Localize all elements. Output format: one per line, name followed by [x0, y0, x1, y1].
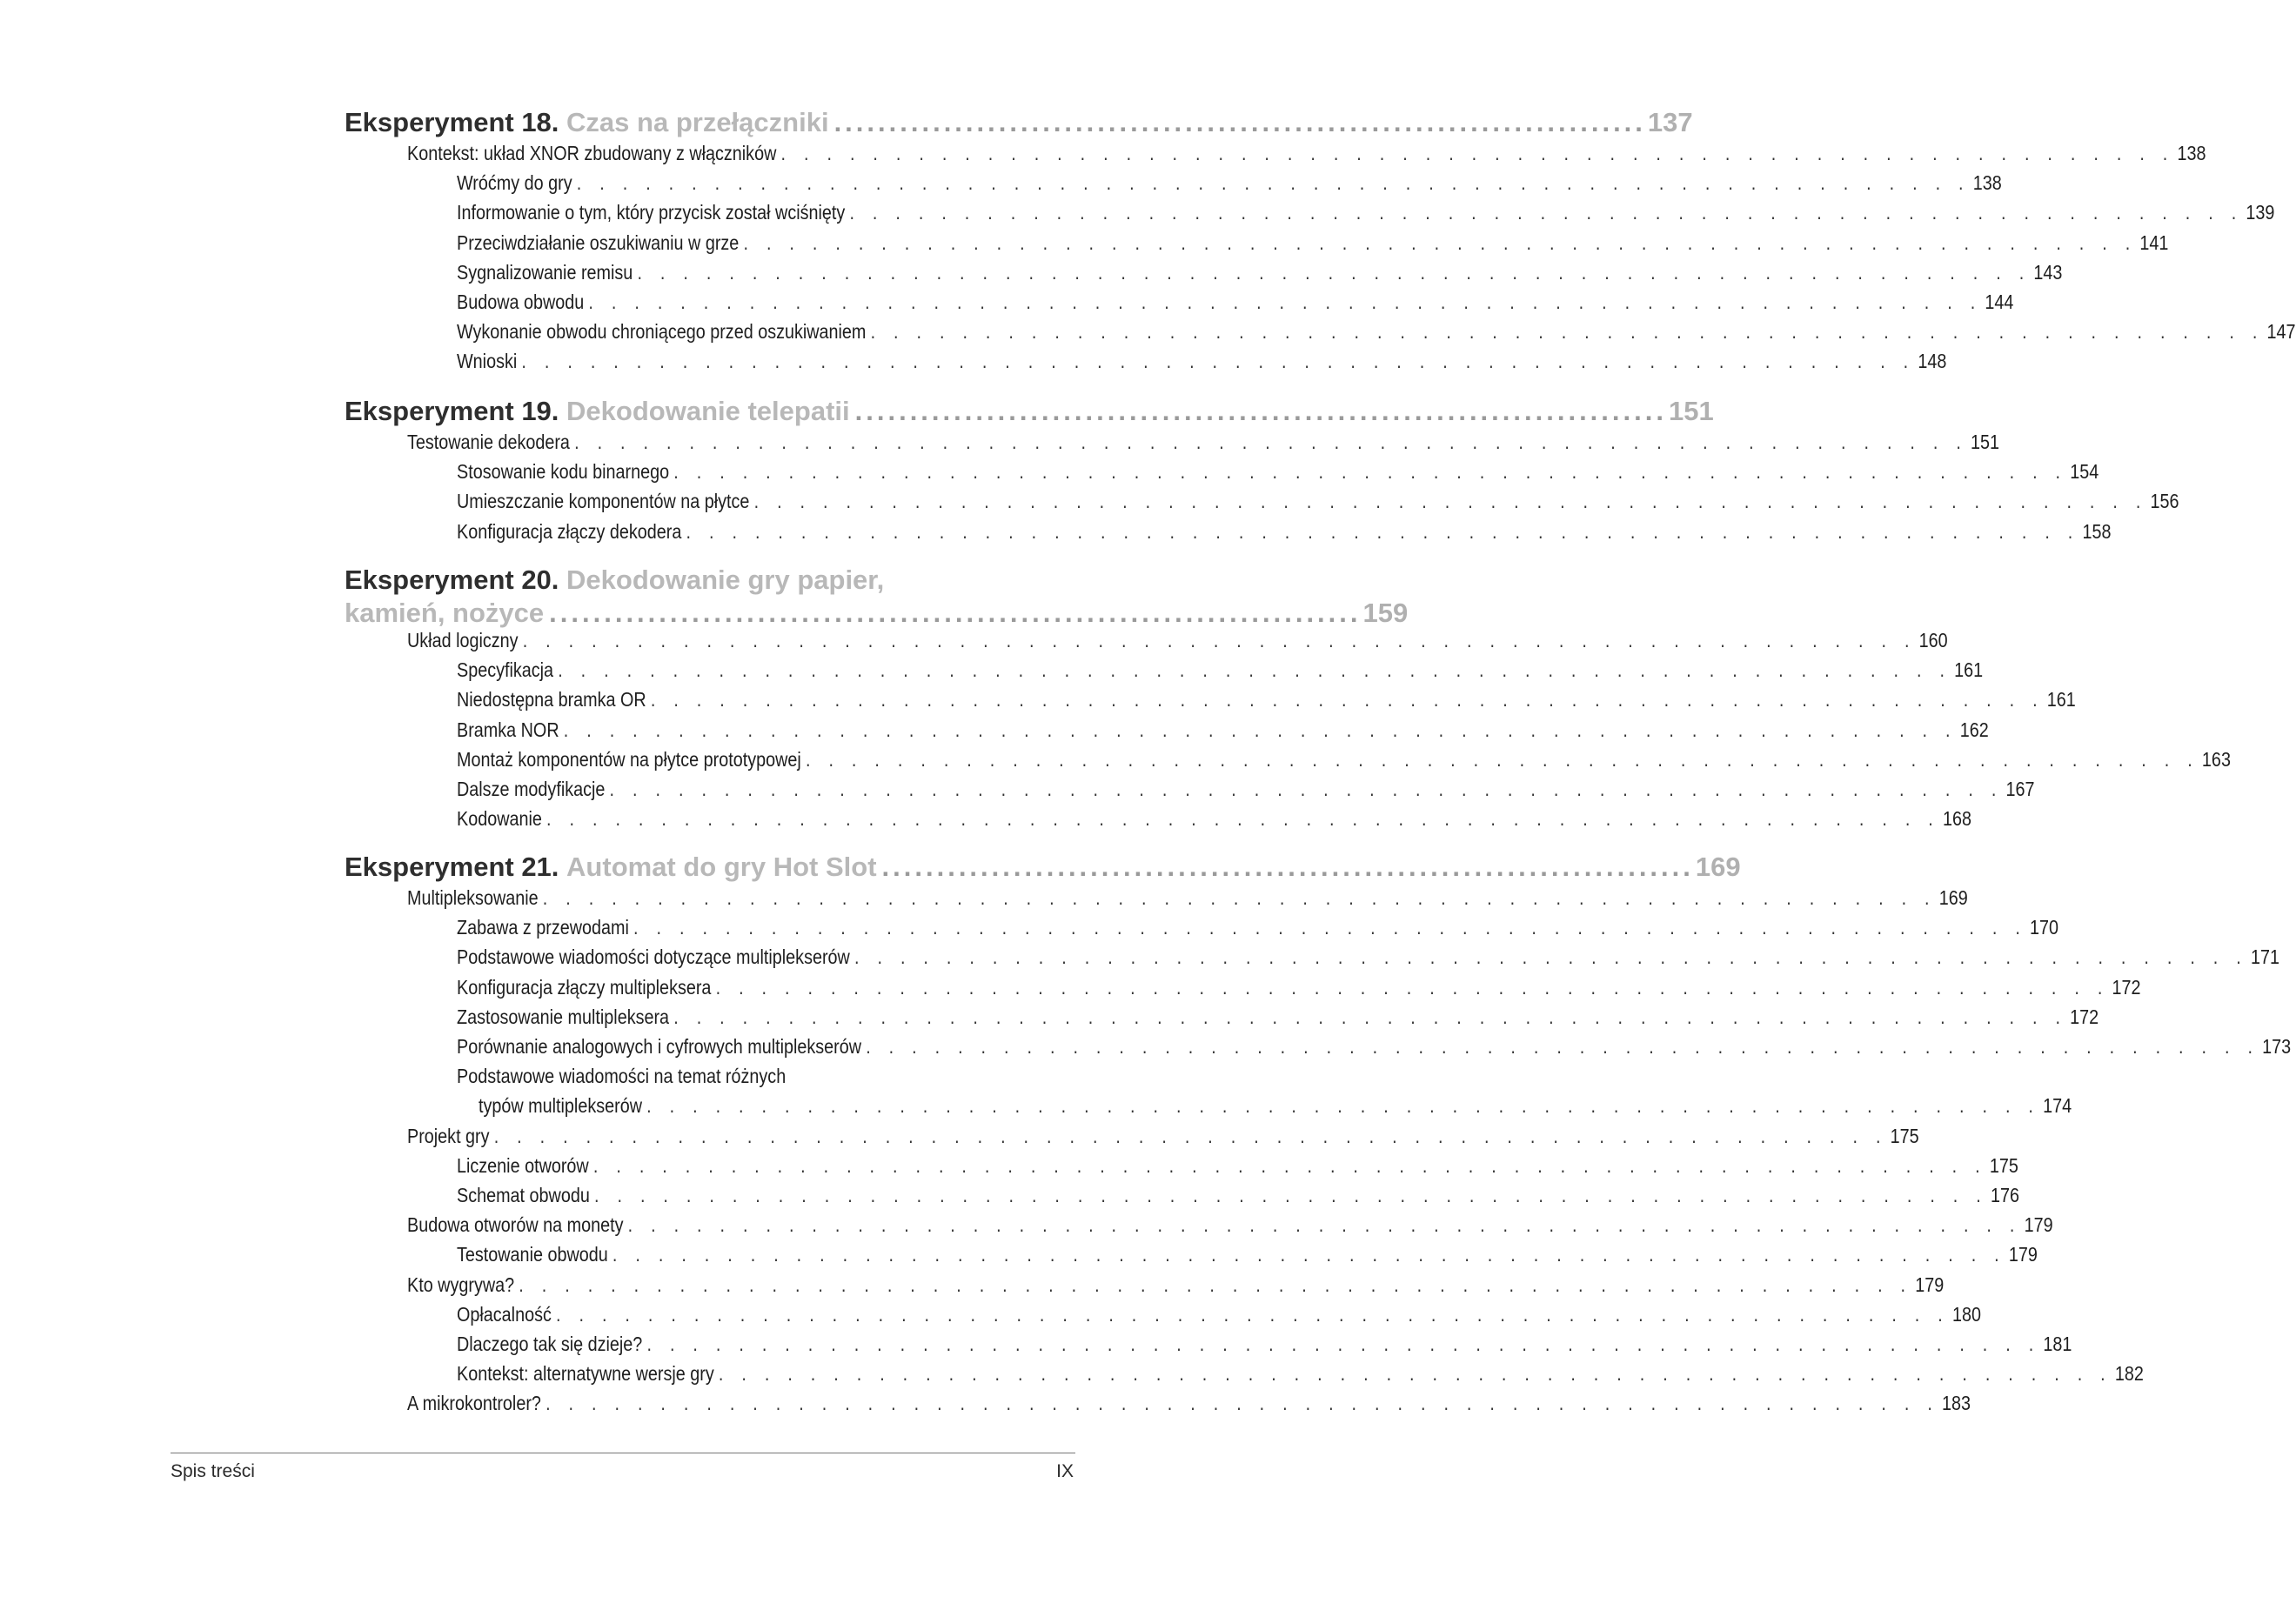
toc-entry-page-number: 163 — [2201, 747, 2231, 771]
chapter-title: Czas na przełączniki — [566, 107, 829, 137]
toc-entry-title: typów multiplekserów — [479, 1094, 642, 1118]
toc-entry-page-number: 143 — [2033, 260, 2063, 284]
chapter-page-number: 151 — [1668, 396, 1714, 426]
toc-entry-title: Umieszczanie komponentów na płytce — [457, 490, 750, 513]
toc-entry-page-number: 144 — [1985, 291, 2014, 313]
toc-entry-title: Wróćmy do gry — [457, 171, 572, 195]
toc-entry-page-number: 160 — [1918, 629, 1948, 651]
toc-entry-title: Dalsze modyfikacje — [457, 778, 606, 800]
dot-leader: . . . . . . . . . . . . . . . . . . . . . . . . . . . . . . . . . . . . . . . . . . . . . . . . . . . . . . . . . . . . . — [753, 490, 2148, 513]
toc-entry-title: Opłacalność — [457, 1302, 552, 1326]
dot-leader: . . . . . . . . . . . . . . . . . . . . . . . . . . . . . . . . . . . . . . . . . . . . . . . . . . . . . . . . . . . . . — [521, 350, 1915, 373]
toc-entry[interactable] — [457, 718, 1989, 742]
toc-entry-page-number: 179 — [1915, 1273, 1945, 1296]
dot-leader: .......................................................................... — [833, 107, 1646, 137]
toc-entry[interactable] — [407, 430, 2000, 454]
toc-entry-page-number: 183 — [1942, 1392, 1971, 1415]
toc-entry-page-number: 175 — [1989, 1153, 2018, 1177]
toc-entry-page-number: 156 — [2150, 490, 2179, 513]
toc-entry-page-number: 175 — [1890, 1124, 1919, 1147]
footer-page-number: IX — [1056, 1461, 1074, 1481]
toc-entry-title: Budowa otworów na monety — [407, 1213, 624, 1237]
dot-leader: . . . . . . . . . . . . . . . . . . . . . . . . . . . . . . . . . . . . . . . . . . . . . . . . . . . . . . . . . . . . . — [588, 291, 1982, 313]
toc-entry[interactable] — [407, 1391, 1971, 1415]
dot-leader: .......................................................................... — [549, 598, 1362, 628]
dot-leader: . . . . . . . . . . . . . . . . . . . . . . . . . . . . . . . . . . . . . . . . . . . . . . . . . . . . . . . . . . . . . — [574, 431, 1968, 453]
toc-entry[interactable] — [457, 1005, 2099, 1029]
toc-entry-title: Specyfikacja — [457, 658, 554, 682]
toc-entry[interactable] — [457, 319, 2296, 344]
toc-entry-title: Zastosowanie multipleksera — [457, 1005, 670, 1028]
toc-entry[interactable] — [457, 260, 2063, 284]
dot-leader: . . . . . . . . . . . . . . . . . . . . . . . . . . . . . . . . . . . . . . . . . . . . . . . . . . . . . . . . . . . . . — [542, 886, 1937, 909]
toc-entry[interactable] — [457, 349, 1947, 373]
dot-leader: . . . . . . . . . . . . . . . . . . . . . . . . . . . . . . . . . . . . . . . . . . . . . . . . . . . . . . . . . . . . . — [576, 171, 1971, 195]
toc-entry-page-number: 151 — [1971, 431, 2000, 453]
dot-leader: . . . . . . . . . . . . . . . . . . . . . . . . . . . . . . . . . . . . . . . . . . . . . . . . . . . . . . . . . . . . . — [686, 519, 2080, 543]
toc-entry[interactable] — [457, 1153, 2018, 1178]
chapter-title: Automat do gry Hot Slot — [566, 852, 877, 882]
toc-entry-page-number: 170 — [2030, 916, 2059, 939]
toc-entry[interactable] — [457, 200, 2275, 224]
toc-entry-page-number: 179 — [2008, 1243, 2038, 1266]
toc-entry-title: Przeciwdziałanie oszukiwaniu w grze — [457, 230, 740, 254]
dot-leader: . . . . . . . . . . . . . . . . . . . . . . . . . . . . . . . . . . . . . . . . . . . . . . . . . . . . . . . . . . . . . — [558, 658, 1951, 682]
toc-entry[interactable] — [407, 628, 1948, 652]
toc-entry[interactable] — [457, 230, 2169, 255]
toc-entry-page-number: 181 — [2043, 1333, 2072, 1355]
toc-entry[interactable] — [407, 885, 1968, 910]
toc-entry-title: Testowanie dekodera — [407, 431, 570, 453]
toc-entry[interactable] — [457, 1332, 2072, 1356]
chapter-heading[interactable] — [345, 564, 1409, 630]
toc-entry[interactable] — [407, 1124, 1919, 1148]
toc-entry[interactable] — [407, 1213, 2053, 1237]
toc-entry-title: Wnioski — [457, 350, 518, 373]
toc-entry[interactable] — [407, 1273, 1945, 1297]
toc-entry[interactable] — [457, 658, 1984, 682]
toc-entry-page-number: 167 — [2005, 778, 2035, 800]
toc-entry-page-number: 138 — [1972, 171, 2002, 195]
dot-leader: . . . . . . . . . . . . . . . . . . . . . . . . . . . . . . . . . . . . . . . . . . . . . . . . . . . . . . . . . . . . . — [633, 916, 2027, 939]
toc-entry-title: Podstawowe wiadomości dotyczące multiplekserów — [457, 945, 850, 969]
toc-entry[interactable] — [457, 687, 2076, 711]
dot-leader: .......................................................................... — [854, 396, 1667, 426]
toc-entry-page-number: 147 — [2266, 320, 2296, 344]
toc-entry-page-number: 180 — [1951, 1302, 1981, 1326]
toc-entry-page-number: 141 — [2139, 230, 2169, 254]
dot-leader: . . . . . . . . . . . . . . . . . . . . . . . . . . . . . . . . . . . . . . . . . . . . . . . . . . . . . . . . . . . . . — [715, 975, 2110, 999]
chapter-heading-line — [345, 564, 1074, 597]
dot-leader: . . . . . . . . . . . . . . . . . . . . . . . . . . . . . . . . . . . . . . . . . . . . . . . . . . . . . . . . . . . . . — [849, 201, 2243, 224]
toc-entry-title: Bramka NOR — [457, 718, 559, 741]
toc-entry[interactable] — [457, 1064, 1074, 1088]
toc-entry-title: Testowanie obwodu — [457, 1243, 608, 1266]
toc-entry-page-number: 171 — [2250, 945, 2279, 969]
dot-leader: . . . . . . . . . . . . . . . . . . . . . . . . . . . . . . . . . . . . . . . . . . . . . . . . . . . . . . . . . . . . . — [673, 460, 2067, 484]
toc-entry-page-number: 154 — [2070, 460, 2099, 484]
toc-entry-page-number: 162 — [1959, 718, 1989, 741]
toc-entry[interactable] — [407, 141, 2206, 165]
toc-entry-page-number: 172 — [2112, 975, 2141, 999]
chapter-heading-line — [345, 395, 1714, 428]
dot-leader: . . . . . . . . . . . . . . . . . . . . . . . . . . . . . . . . . . . . . . . . . . . . . . . . . . . . . . . . . . . . . — [594, 1184, 1988, 1206]
dot-leader: . . . . . . . . . . . . . . . . . . . . . . . . . . . . . . . . . . . . . . . . . . . . . . . . . . . . . . . . . . . . . — [522, 629, 1917, 651]
toc-entry[interactable] — [457, 489, 2179, 513]
chapter-heading-line — [345, 597, 1409, 630]
toc-entry-title: A mikrokontroler? — [407, 1392, 541, 1415]
chapter-heading[interactable] — [345, 395, 1714, 428]
toc-entry[interactable] — [457, 945, 2279, 969]
toc-entry[interactable] — [457, 1361, 2144, 1386]
dot-leader: . . . . . . . . . . . . . . . . . . . . . . . . . . . . . . . . . . . . . . . . . . . . . . . . . . . . . . . . . . . . . — [780, 142, 2175, 164]
dot-leader: . . . . . . . . . . . . . . . . . . . . . . . . . . . . . . . . . . . . . . . . . . . . . . . . . . . . . . . . . . . . . — [609, 778, 2004, 800]
chapter-number: Eksperyment 21. — [345, 852, 559, 882]
toc-entry-page-number: 172 — [2070, 1005, 2099, 1028]
chapter-title: kamień, nożyce — [345, 598, 545, 628]
dot-leader: . . . . . . . . . . . . . . . . . . . . . . . . . . . . . . . . . . . . . . . . . . . . . . . . . . . . . . . . . . . . . — [592, 1153, 1987, 1177]
toc-entry[interactable] — [457, 519, 2112, 544]
dot-leader: . . . . . . . . . . . . . . . . . . . . . . . . . . . . . . . . . . . . . . . . . . . . . . . . . . . . . . . . . . . . . — [637, 260, 2031, 284]
dot-leader: . . . . . . . . . . . . . . . . . . . . . . . . . . . . . . . . . . . . . . . . . . . . . . . . . . . . . . . . . . . . . — [870, 320, 2265, 344]
toc-entry[interactable] — [457, 1183, 2019, 1207]
toc-entry-title: Kontekst: układ XNOR zbudowany z włączników — [407, 142, 777, 164]
chapter-page-number: 169 — [1695, 852, 1741, 882]
dot-leader: . . . . . . . . . . . . . . . . . . . . . . . . . . . . . . . . . . . . . . . . . . . . . . . . . . . . . . . . . . . . . — [854, 945, 2248, 969]
toc-entry-title: Stosowanie kodu binarnego — [457, 460, 670, 484]
toc-entry-page-number: 138 — [2177, 142, 2206, 164]
dot-leader: . . . . . . . . . . . . . . . . . . . . . . . . . . . . . . . . . . . . . . . . . . . . . . . . . . . . . . . . . . . . . — [546, 807, 1940, 831]
dot-leader: . . . . . . . . . . . . . . . . . . . . . . . . . . . . . . . . . . . . . . . . . . . . . . . . . . . . . . . . . . . . . — [650, 688, 2045, 711]
toc-entry[interactable] — [457, 290, 2014, 314]
dot-leader: . . . . . . . . . . . . . . . . . . . . . . . . . . . . . . . . . . . . . . . . . . . . . . . . . . . . . . . . . . . . . — [866, 1035, 2259, 1058]
toc-entry[interactable] — [457, 1302, 1981, 1326]
toc-entry-title: Informowanie o tym, który przycisk został wciśnięty — [457, 201, 846, 224]
toc-entry-page-number: 182 — [2114, 1362, 2144, 1386]
chapter-number: Eksperyment 20. — [345, 565, 559, 595]
toc-entry[interactable] — [457, 975, 2141, 999]
toc-entry-title: Kontekst: alternatywne wersje gry — [457, 1362, 714, 1386]
chapter-page-number: 137 — [1647, 107, 1693, 137]
dot-leader: . . . . . . . . . . . . . . . . . . . . . . . . . . . . . . . . . . . . . . . . . . . . . . . . . . . . . . . . . . . . . — [546, 1392, 1939, 1415]
dot-leader: . . . . . . . . . . . . . . . . . . . . . . . . . . . . . . . . . . . . . . . . . . . . . . . . . . . . . . . . . . . . . — [718, 1362, 2112, 1386]
toc-entry-page-number: 161 — [1954, 658, 1984, 682]
toc-entry-page-number: 148 — [1918, 350, 1947, 373]
chapter-heading[interactable] — [345, 851, 1741, 884]
toc-entry-title: Konfiguracja złączy multipleksera — [457, 975, 712, 999]
chapter-heading[interactable] — [345, 106, 1693, 139]
toc-entry[interactable] — [479, 1093, 2072, 1118]
toc-entry-title: Budowa obwodu — [457, 291, 585, 313]
toc-entry[interactable] — [457, 915, 2059, 939]
dot-leader: .......................................................................... — [881, 852, 1694, 882]
chapter-number: Eksperyment 19. — [345, 396, 559, 426]
chapter-page-number: 159 — [1362, 598, 1409, 628]
dot-leader: . . . . . . . . . . . . . . . . . . . . . . . . . . . . . . . . . . . . . . . . . . . . . . . . . . . . . . . . . . . . . — [563, 718, 1958, 741]
dot-leader: . . . . . . . . . . . . . . . . . . . . . . . . . . . . . . . . . . . . . . . . . . . . . . . . . . . . . . . . . . . . . — [646, 1333, 2040, 1355]
toc-entry-page-number: 168 — [1942, 807, 1971, 831]
toc-entry-title: Zabawa z przewodami — [457, 916, 629, 939]
toc-entry-title: Konfiguracja złączy dekodera — [457, 519, 682, 543]
toc-entry-title: Sygnalizowanie remisu — [457, 260, 633, 284]
toc-entry-page-number: 179 — [2024, 1213, 2053, 1237]
toc-entry[interactable] — [457, 459, 2099, 484]
toc-entry-page-number: 169 — [1938, 886, 1968, 909]
dot-leader: . . . . . . . . . . . . . . . . . . . . . . . . . . . . . . . . . . . . . . . . . . . . . . . . . . . . . . . . . . . . . — [556, 1302, 1950, 1326]
chapter-heading-line — [345, 106, 1693, 139]
dot-leader: . . . . . . . . . . . . . . . . . . . . . . . . . . . . . . . . . . . . . . . . . . . . . . . . . . . . . . . . . . . . . — [612, 1243, 2006, 1266]
dot-leader: . . . . . . . . . . . . . . . . . . . . . . . . . . . . . . . . . . . . . . . . . . . . . . . . . . . . . . . . . . . . . — [646, 1094, 2040, 1118]
toc-entry[interactable] — [457, 806, 1971, 831]
toc-entry-title: Montaż komponentów na płytce prototypowej — [457, 747, 801, 771]
chapter-title: Dekodowanie telepatii — [566, 396, 850, 426]
dot-leader: . . . . . . . . . . . . . . . . . . . . . . . . . . . . . . . . . . . . . . . . . . . . . . . . . . . . . . . . . . . . . — [673, 1005, 2067, 1028]
toc-entry[interactable] — [457, 1034, 2292, 1059]
toc-entry-title: Kodowanie — [457, 807, 542, 831]
dot-leader: . . . . . . . . . . . . . . . . . . . . . . . . . . . . . . . . . . . . . . . . . . . . . . . . . . . . . . . . . . . . . — [743, 230, 2137, 254]
toc-entry-page-number: 161 — [2046, 688, 2076, 711]
toc-entry-title: Wykonanie obwodu chroniącego przed oszukiwaniem — [457, 320, 867, 344]
toc-entry-page-number: 176 — [1990, 1184, 2019, 1206]
toc-entry-title: Projekt gry — [407, 1124, 490, 1147]
footer-section-title: Spis treści — [171, 1461, 255, 1481]
chapter-number: Eksperyment 18. — [345, 107, 559, 137]
dot-leader: . . . . . . . . . . . . . . . . . . . . . . . . . . . . . . . . . . . . . . . . . . . . . . . . . . . . . . . . . . . . . — [519, 1273, 1912, 1296]
toc-entry[interactable] — [457, 1242, 2038, 1266]
dot-leader: . . . . . . . . . . . . . . . . . . . . . . . . . . . . . . . . . . . . . . . . . . . . . . . . . . . . . . . . . . . . . — [805, 747, 2199, 771]
toc-entry[interactable] — [457, 170, 2002, 195]
toc-entry-title: Kto wygrywa? — [407, 1273, 515, 1296]
toc-entry[interactable] — [457, 777, 2035, 801]
toc-entry-title: Schemat obwodu — [457, 1184, 590, 1206]
toc-entry-title: Multipleksowanie — [407, 886, 539, 909]
toc-entry-title: Układ logiczny — [407, 629, 519, 651]
dot-leader: . . . . . . . . . . . . . . . . . . . . . . . . . . . . . . . . . . . . . . . . . . . . . . . . . . . . . . . . . . . . . — [493, 1124, 1888, 1147]
toc-entry[interactable] — [457, 747, 2231, 772]
toc-entry-title: Porównanie analogowych i cyfrowych multiplekserów — [457, 1035, 862, 1058]
toc-entry-title: Liczenie otworów — [457, 1153, 589, 1177]
toc-entry-page-number: 158 — [2082, 519, 2112, 543]
chapter-title: Dekodowanie gry papier, — [566, 565, 885, 595]
toc-entry-title: Podstawowe wiadomości na temat różnych — [457, 1065, 787, 1088]
dot-leader: . . . . . . . . . . . . . . . . . . . . . . . . . . . . . . . . . . . . . . . . . . . . . . . . . . . . . . . . . . . . . — [627, 1213, 2022, 1237]
toc-entry-page-number: 173 — [2262, 1035, 2292, 1058]
toc-entry-page-number: 174 — [2043, 1094, 2072, 1118]
toc-entry-title: Dlaczego tak się dzieje? — [457, 1333, 643, 1355]
toc-entry-page-number: 139 — [2246, 201, 2275, 224]
chapter-heading-line — [345, 851, 1741, 884]
toc-entry-title: Niedostępna bramka OR — [457, 688, 646, 711]
